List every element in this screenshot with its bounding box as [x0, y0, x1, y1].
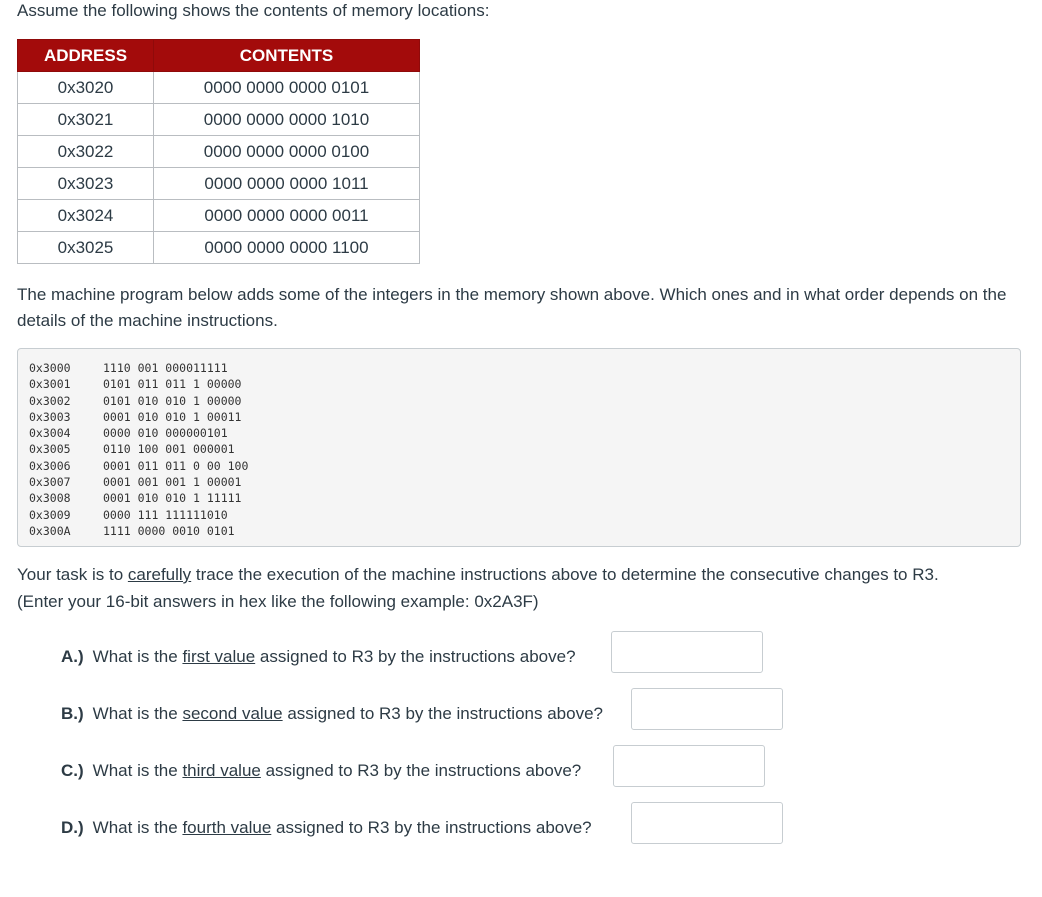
task-text: trace the execution of the machine instructions above to determine the consecutive changes to R3.: [191, 565, 939, 584]
code-address: 0x3009: [29, 507, 71, 522]
question-label: B.): [61, 704, 84, 723]
task-line-1: [17, 561, 1027, 588]
answer-c-input[interactable]: [613, 745, 765, 787]
code-line: [29, 409, 1020, 425]
code-instruction: 0001 001 001 1 00001: [103, 475, 242, 490]
question-emphasis: third value: [182, 761, 261, 780]
address-cell: 0x3024: [18, 200, 154, 232]
code-instruction: 1110 001 000011111: [103, 361, 228, 375]
code-line: [29, 360, 1020, 376]
address-header: ADDRESS: [18, 40, 154, 72]
table-row: [18, 200, 420, 232]
code-address: 0x3007: [29, 475, 71, 490]
code-line: [29, 474, 1020, 490]
code-address: 0x3004: [29, 426, 71, 441]
question-text: What is the: [92, 647, 183, 666]
table-row: [18, 168, 420, 200]
machine-code-block: [17, 348, 1021, 547]
question-text: What is the: [92, 704, 183, 723]
address-cell: 0x3022: [18, 136, 154, 168]
question-text: assigned to R3 by the instructions above?: [255, 647, 576, 666]
code-line: [29, 425, 1020, 441]
code-address: 0x3006: [29, 458, 71, 473]
task-line-2: (Enter your 16-bit answers in hex like the following example: 0x2A3F): [17, 592, 539, 611]
question-text: assigned to R3 by the instructions above?: [260, 761, 582, 780]
answer-b-input[interactable]: [631, 688, 783, 730]
code-address: 0x3002: [29, 393, 71, 408]
code-address: 0x3003: [29, 409, 71, 424]
code-line: [29, 523, 1020, 539]
code-line: [29, 490, 1020, 506]
carefully-emphasis: carefully: [127, 565, 192, 584]
question-emphasis: second value: [182, 704, 283, 723]
code-address: 0x3008: [29, 491, 71, 506]
code-instruction: 0001 011 011 0 00 100: [103, 458, 249, 473]
code-instruction: 0101 011 011 1 00000: [103, 377, 242, 392]
question-b: [61, 704, 603, 724]
contents-cell: 0000 0000 0000 1010: [154, 104, 420, 136]
question-label: A.): [61, 647, 84, 666]
question-c: [61, 761, 581, 781]
question-emphasis: fourth value: [182, 818, 272, 837]
code-line: [29, 441, 1020, 457]
contents-header: CONTENTS: [154, 40, 420, 72]
contents-cell: 0000 0000 0000 0011: [154, 200, 420, 232]
code-line: [29, 393, 1020, 409]
question-label: D.): [61, 818, 84, 837]
code-instruction: 0110 100 001 000001: [103, 442, 235, 457]
code-address: 0x3005: [29, 442, 71, 457]
memory-table: [17, 39, 420, 264]
code-instruction: 0101 010 010 1 00000: [103, 393, 242, 408]
code-instruction: 0001 010 010 1 11111: [103, 491, 242, 506]
address-cell: 0x3023: [18, 168, 154, 200]
question-text: What is the: [92, 818, 183, 837]
code-line: [29, 376, 1020, 392]
contents-cell: 0000 0000 0000 0101: [154, 72, 420, 104]
task-text: Your task is to: [17, 565, 128, 584]
address-cell: 0x3025: [18, 232, 154, 264]
code-line: [29, 507, 1020, 523]
code-instruction: 0001 010 010 1 00011: [103, 409, 242, 424]
address-cell: 0x3021: [18, 104, 154, 136]
code-instruction: 0000 111 111111010: [103, 507, 228, 522]
contents-cell: 0000 0000 0000 1011: [154, 168, 420, 200]
code-instruction: 1111 0000 0010 0101: [103, 523, 235, 538]
task-instructions: [17, 561, 1027, 615]
table-row: [18, 232, 420, 264]
code-address: 0x3001: [29, 377, 71, 392]
question-emphasis: first value: [182, 647, 256, 666]
contents-cell: 0000 0000 0000 1100: [154, 232, 420, 264]
question-label: C.): [61, 761, 84, 780]
question-text: assigned to R3 by the instructions above?: [282, 704, 603, 723]
program-description: The machine program below adds some of the integers in the memory shown above. Which ones and in what order depends on the details of the machine instructions.: [17, 285, 1007, 330]
code-address: 0x300A: [29, 523, 71, 538]
code-instruction: 0000 010 000000101: [103, 426, 228, 441]
code-line: [29, 458, 1020, 474]
question-a: [61, 647, 576, 667]
table-row: [18, 136, 420, 168]
answer-d-input[interactable]: [631, 802, 783, 844]
answer-a-input[interactable]: [611, 631, 763, 673]
table-row: [18, 104, 420, 136]
table-row: [18, 72, 420, 104]
contents-cell: 0000 0000 0000 0100: [154, 136, 420, 168]
address-cell: 0x3020: [18, 72, 154, 104]
question-text: assigned to R3 by the instructions above?: [271, 818, 592, 837]
question-d: [61, 818, 592, 838]
memory-table-header-row: [18, 40, 420, 72]
question-text: What is the: [92, 761, 183, 780]
intro-text: Assume the following shows the contents of memory locations:: [17, 1, 490, 20]
code-address: 0x3000: [29, 361, 71, 375]
